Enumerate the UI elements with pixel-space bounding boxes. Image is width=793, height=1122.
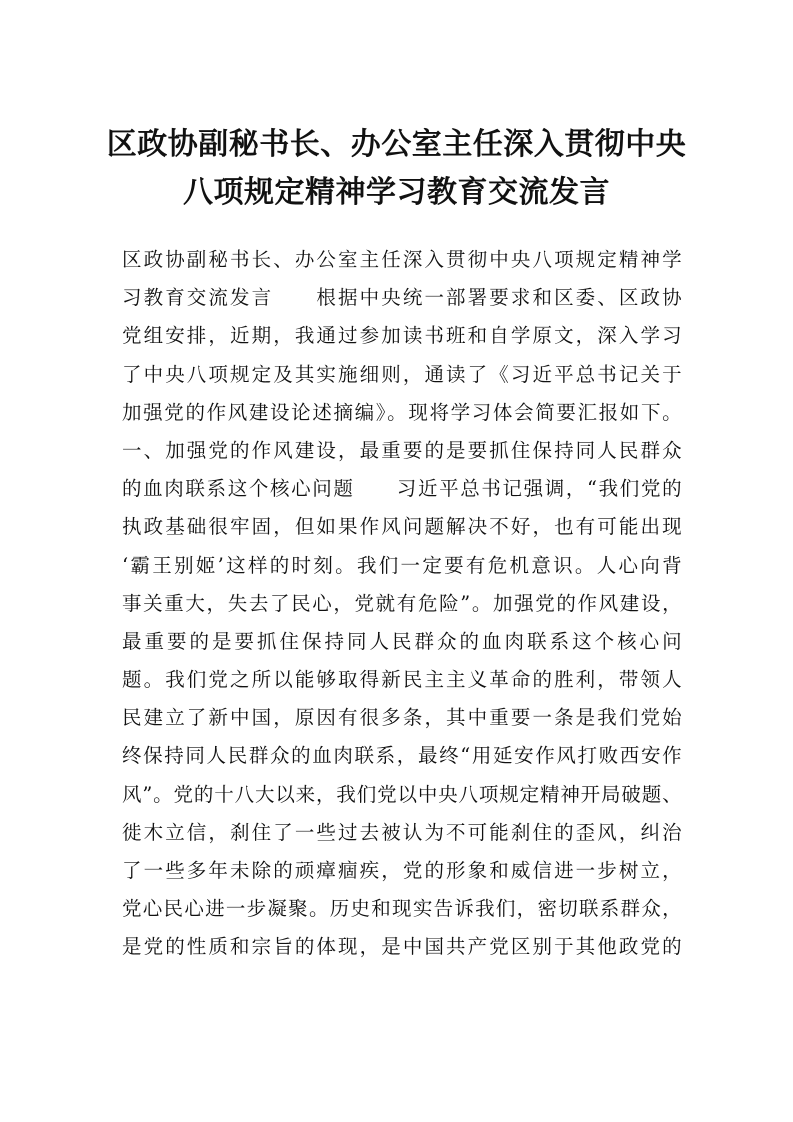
body-line: 徙木立信，刹住了一些过去被认为不可能刹住的歪风，纠治 bbox=[122, 820, 682, 844]
body-line: 加强党的作风建设论述摘编》。现将学习体会简要汇报如下。 bbox=[122, 400, 682, 424]
body-line: 了一些多年未除的顽瘴痼疾，党的形象和威信进一步树立， bbox=[122, 859, 682, 882]
body-line: 事关重大，失去了民心，党就有危险”。加强党的作风建设， bbox=[122, 591, 682, 615]
body-line: 一、加强党的作风建设，最重要的是要抓住保持同人民群众 bbox=[122, 438, 682, 462]
body-line: ‘霸王别姬’这样的时刻。我们一定要有危机意识。人心向背 bbox=[122, 553, 682, 577]
body-line: 最重要的是要抓住保持同人民群众的血肉联系这个核心问 bbox=[122, 629, 682, 653]
body-line: 题。我们党之所以能够取得新民主主义革命的胜利，带领人 bbox=[122, 668, 682, 692]
body-line: 区政协副秘书长、办公室主任深入贯彻中央八项规定精神学 bbox=[122, 248, 682, 271]
body-line: 党组安排，近期，我通过参加读书班和自学原文，深入学习 bbox=[122, 324, 682, 348]
body-line: 习教育交流发言 根据中央统一部署要求和区委、区政协 bbox=[122, 286, 682, 310]
body-line: 风”。党的十八大以来，我们党以中央八项规定精神开局破题、 bbox=[122, 782, 682, 806]
body-line: 的血肉联系这个核心问题 习近平总书记强调，“我们党的 bbox=[122, 477, 682, 501]
body-line: 民建立了新中国，原因有很多条，其中重要一条是我们党始 bbox=[122, 706, 682, 730]
body-line: 执政基础很牢固，但如果作风问题解决不好，也有可能出现 bbox=[122, 515, 682, 539]
body-line: 终保持同人民群众的血肉联系，最终“用延安作风打败西安作 bbox=[122, 744, 682, 768]
document-title-line-2: 八项规定精神学习教育交流发言 bbox=[183, 175, 610, 210]
body-line: 了中央八项规定及其实施细则，通读了《习近平总书记关于 bbox=[122, 362, 682, 386]
body-line: 党心民心进一步凝聚。历史和现实告诉我们，密切联系群众， bbox=[122, 897, 682, 921]
document-body bbox=[122, 241, 682, 967]
document-title-line-1: 区政协副秘书长、办公室主任深入贯彻中央 bbox=[106, 127, 687, 162]
body-line: 是党的性质和宗旨的体现，是中国共产党区别于其他政党的 bbox=[122, 935, 682, 959]
